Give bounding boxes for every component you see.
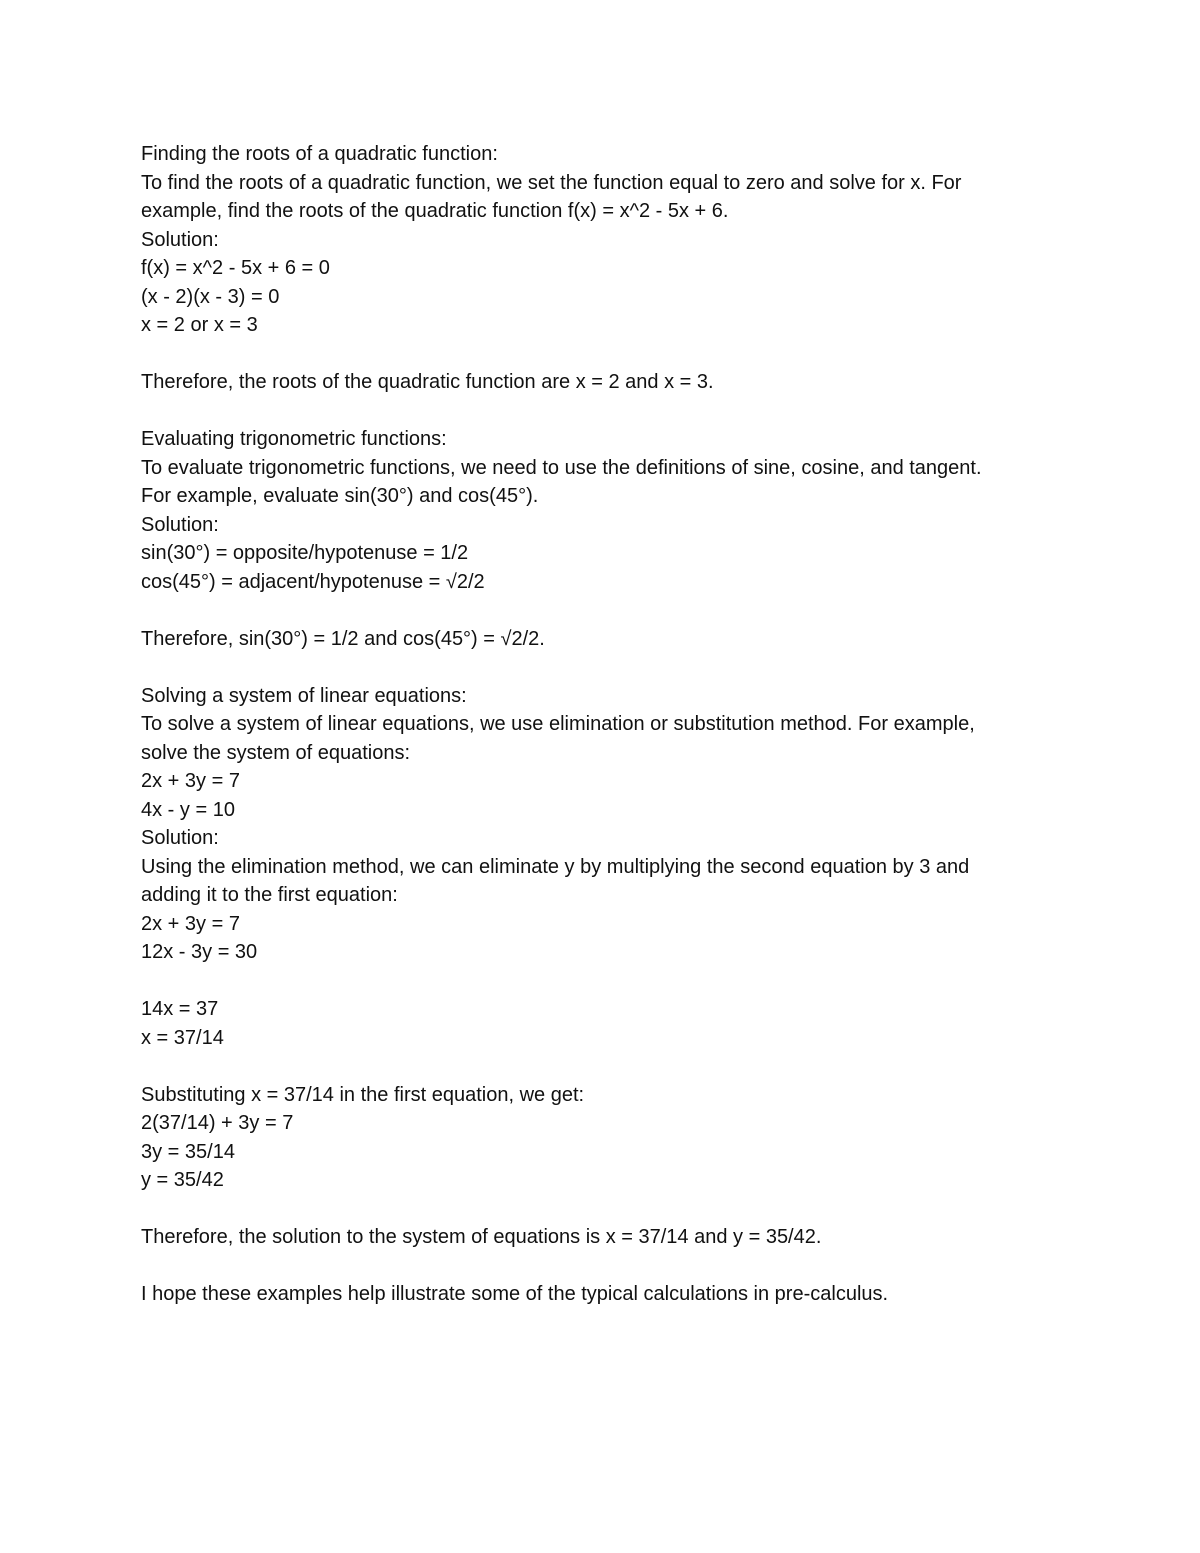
section-heading: Finding the roots of a quadratic function: [141,143,498,165]
conclusion: Therefore, the solution to the system of equations is x = 37/14 and y = 35/42. [141,1226,822,1248]
blank-line [141,596,1061,625]
blank-line [141,1252,1061,1281]
solution-step: x = 2 or x = 3 [141,314,258,336]
elimination-step: 12x - 3y = 30 [141,941,258,963]
substitution-step: 2(37/14) + 3y = 7 [141,1112,294,1134]
document-page [141,140,1061,1309]
equation: 4x - y = 10 [141,798,235,821]
blank-line [141,967,1061,996]
solution-label: Solution: [141,228,219,251]
solution-step: f(x) = x^2 - 5x + 6 = 0 [141,257,330,279]
elimination-step: 2x + 3y = 7 [141,912,240,935]
section-trigonometric-functions [141,425,1061,682]
section-heading: Solving a system of linear equations: [141,684,467,707]
solution-label: Solution: [141,827,219,849]
solution-step: cos(45°) = adjacent/hypotenuse = √2/2 [141,570,485,593]
substitution-step: y = 35/42 [141,1169,224,1191]
blank-line [141,1052,1061,1081]
elimination-text: adding it to the first equation: [141,884,398,906]
sum-step: 14x = 37 [141,998,219,1020]
intro-line: To solve a system of linear equations, we use elimination or substitution method. For example, [141,713,975,735]
intro-line: To evaluate trigonometric functions, we need to use the definitions of sine, cosine, and tangent. [141,456,982,479]
substitution-step: 3y = 35/14 [141,1140,235,1163]
conclusion: Therefore, sin(30°) = 1/2 and cos(45°) = √2/2. [141,627,545,650]
solution-step: sin(30°) = opposite/hypotenuse = 1/2 [141,542,469,564]
substitution-text: Substituting x = 37/14 in the first equation, we get: [141,1083,585,1106]
section-linear-system [141,682,1061,1281]
solution-label: Solution: [141,513,219,536]
solution-step: (x - 2)(x - 3) = 0 [141,285,280,308]
section-quadratic-roots [141,140,1061,425]
conclusion: Therefore, the roots of the quadratic function are x = 2 and x = 3. [141,371,714,393]
section-heading: Evaluating trigonometric functions: [141,428,447,450]
closing-remark: I hope these examples help illustrate some of the typical calculations in pre-calculus. [141,1283,889,1305]
intro-line: For example, evaluate sin(30°) and cos(45°). [141,485,539,507]
sum-step: x = 37/14 [141,1026,224,1049]
blank-line [141,653,1061,682]
equation: 2x + 3y = 7 [141,770,240,792]
elimination-text: Using the elimination method, we can eliminate y by multiplying the second equation by 3 and [141,855,970,878]
intro-line: solve the system of equations: [141,741,411,764]
blank-line [141,340,1061,369]
blank-line [141,397,1061,426]
intro-line: example, find the roots of the quadratic function f(x) = x^2 - 5x + 6. [141,200,729,222]
blank-line [141,1195,1061,1224]
intro-line: To find the roots of a quadratic function, we set the function equal to zero and solve for x. For [141,171,962,194]
